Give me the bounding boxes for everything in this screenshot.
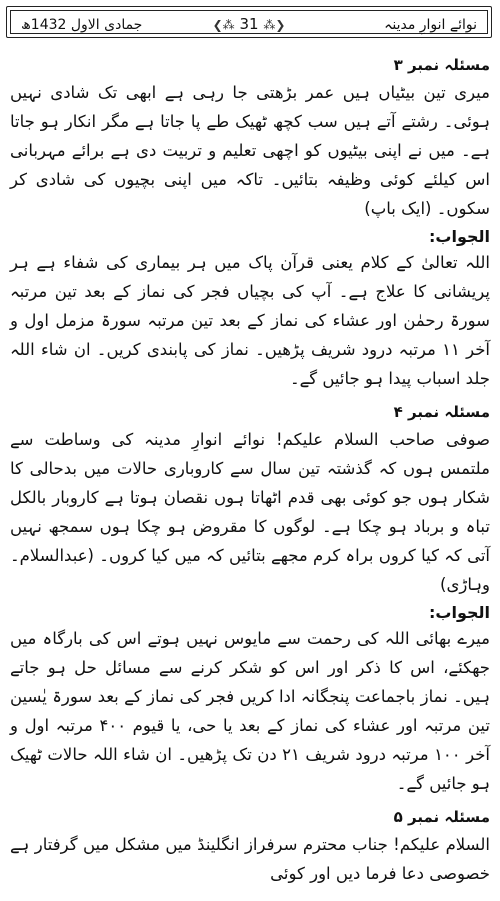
- publication-title: نوائے انوارِ مدینہ: [384, 17, 477, 33]
- question-3-heading: مسئلہ نمبر ۳: [393, 56, 490, 74]
- ornament-right-icon: ⁂❯: [263, 18, 286, 32]
- question-3-answer-text: اللہ تعالیٰ کے کلام یعنی قرآن پاک میں ہر بیماری کی شفاء ہے ہر پریشانی کا علاج ہے۔ آپ کی بچیاں فجر کی نماز کے بعد تین مرتبہ سورۃ رحمٰن اور عشاء کی نماز کے بعد تین مرتبہ سورۃ مزمل اول و آخر ۱۱ مرتبہ درود شریف پڑھیں۔ نماز کی پابندی کریں۔ ان شاء اللہ جلد اسباب پیدا ہو جائیں گے۔: [10, 253, 490, 388]
- header-inner-border: [10, 10, 488, 34]
- question-4-text: صوفی صاحب السلام علیکم! نوائے انوارِ مدینہ کی وساطت سے ملتمس ہوں کہ گذشتہ تین سال سے کاروباری حالات میں بدحالی کا شکار ہوں جو کوئی بھی قدم اٹھاتا ہوں نقصان ہوتا ہے کاروبار بالکل تباہ و برباد ہو چکا ہے۔ لوگوں کا مقروض ہو چکا ہوں سمجھ نہیں آتی کہ کیا کروں براہ کرم مجھے بتائیں کہ میں کیا کروں۔ (عبدالسلام۔ وہاڑی): [10, 430, 490, 594]
- question-3-answer-label: الجواب:: [428, 227, 490, 246]
- header-date: جمادی الاول 1432ھ: [21, 17, 143, 33]
- page-number-block: [213, 15, 286, 33]
- question-4-answer-label: الجواب:: [428, 603, 490, 622]
- question-4-answer-text: میرے بھائی اللہ کی رحمت سے مایوس نہیں ہوتے اس کی بارگاہ میں جھکئے، اس کا ذکر اور اس کو شکر کرنے سے مسائل حل ہو جاتے ہیں۔ نماز باجماعت پنجگانہ ادا کریں فجر کی نماز کے بعد سورۃ یٰسین تین مرتبہ اور عشاء کی نماز کے بعد یا حی، یا قیوم ۴۰۰ مرتبہ اول و آخر ۱۰۰ مرتبہ درود شریف ۲۱ دن تک پڑھیں۔ ان شاء اللہ حالات ٹھیک ہو جائیں گے۔: [10, 629, 490, 793]
- article-body: [10, 50, 490, 897]
- question-3-text: میری تین بیٹیاں ہیں عمر بڑھتی جا رہی ہے ابھی تک شادی نہیں ہوئی۔ رشتے آتے ہیں سب کچھ ٹھیک طے پا جاتا ہے مگر انکار ہو جاتا ہے۔ میں نے اپنی بیٹیوں کو اچھی تعلیم و تربیت دی ہے برائے مہربانی اس کیلئے کوئی وظیفہ بتائیں۔ تاکہ میں اپنی بچیوں کی شادی کر سکوں۔ (ایک باپ): [10, 83, 490, 218]
- header-frame: [6, 6, 492, 38]
- question-5-heading: مسئلہ نمبر ۵: [393, 808, 490, 826]
- question-4-heading: مسئلہ نمبر ۴: [393, 403, 490, 421]
- ornament-left-icon: ❮⁂: [212, 18, 235, 32]
- question-5-text: السلام علیکم! جناب محترم سرفراز انگلینڈ میں مشکل میں گرفتار ہے خصوصی دعا فرما دیں اور کوئی: [10, 835, 490, 883]
- page-number: 31: [239, 15, 259, 33]
